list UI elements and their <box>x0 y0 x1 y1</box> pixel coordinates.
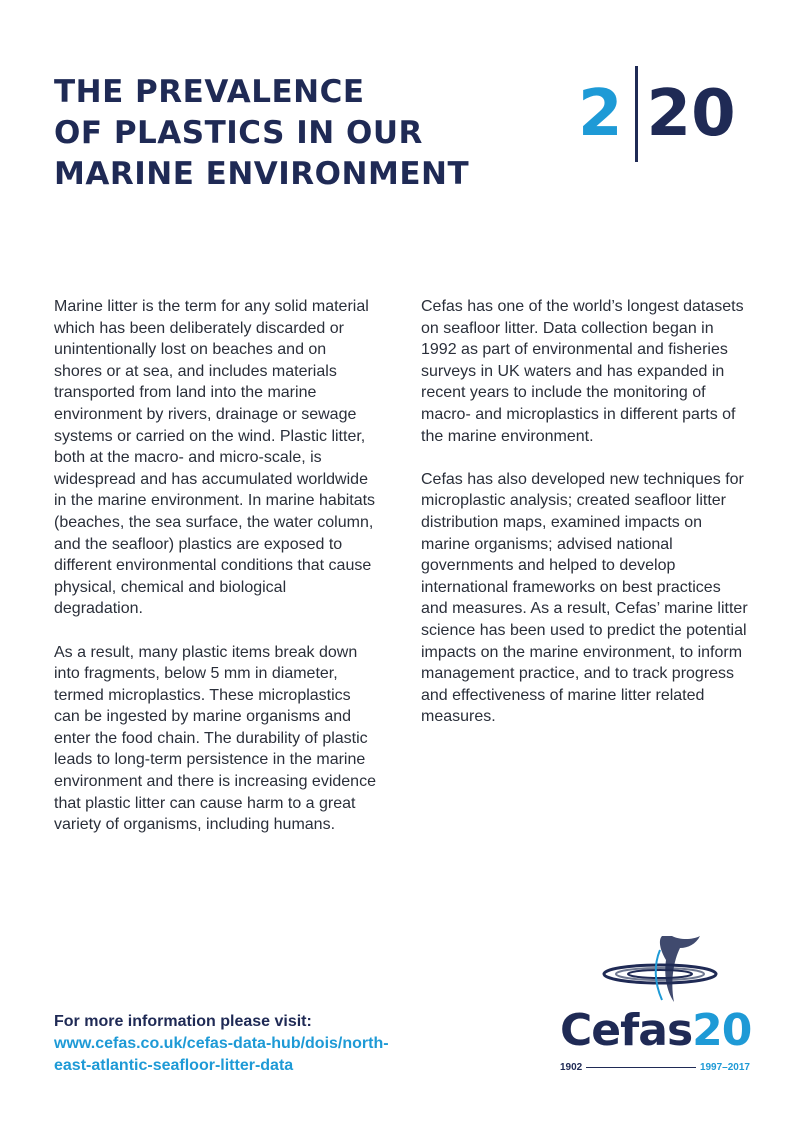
paragraph: As a result, many plastic items break down into fragments, below 5 mm in diameter, termed microplastics. These microplastics can be ingested by marine organisms and enter the food chain. The durability of plastic leads to long-term persistence in the marine environment and there is increasing evidence that plastic litter can cause harm to a great variety of organisms, including humans. <box>54 643 376 834</box>
brand-text: Cefas <box>560 1005 693 1056</box>
page-title <box>54 72 514 195</box>
issue-year: 20 <box>646 77 736 151</box>
title-line-2: OF PLASTICS IN OUR <box>54 115 423 151</box>
footer-label: For more information please visit: <box>54 1013 312 1030</box>
brand-number: 20 <box>692 1005 752 1056</box>
footer-link[interactable] <box>54 1033 389 1077</box>
year-range: 1997–2017 <box>699 1062 750 1073</box>
left-column <box>54 296 376 857</box>
fish-swirl-icon <box>600 930 730 1010</box>
logo-years <box>560 1062 750 1073</box>
issue-badge <box>578 66 736 162</box>
footer-link-line-2: east-atlantic-seafloor-litter-data <box>54 1057 294 1074</box>
footer-link-line-1: www.cefas.co.uk/cefas-data-hub/dois/north- <box>54 1035 389 1052</box>
title-line-1: THE PREVALENCE <box>54 74 365 110</box>
paragraph: Cefas has one of the world’s longest datasets on seafloor litter. Data collection began in 1992 as part of environmental and fisheries surveys in UK waters and has expanded in recent years to include the monitoring of macro- and microplastics in different parts of the marine environment. <box>421 298 744 445</box>
issue-number: 2 <box>578 77 623 151</box>
brand-wordmark <box>560 1005 751 1056</box>
paragraph: Marine litter is the term for any solid material which has been deliberately discarded or unintentionally lost on beaches and on shores or at sea, and includes materials transported from land into the marine environment by rivers, drainage or sewage systems or carried on the wind. Plastic litter, both at the macro- and micro-scale, is widespread and has accumulated worldwide in the marine environment. In marine habitats (beaches, the sea surface, the water column, and the seafloor) plastics are exposed to different environmental conditions that cause physical, chemical and biological degradation. <box>54 298 376 618</box>
cefas-logo <box>560 930 760 1080</box>
issue-divider <box>635 66 638 162</box>
year-start: 1902 <box>560 1062 583 1073</box>
right-column <box>421 296 751 749</box>
paragraph: Cefas has also developed new techniques for microplastic analysis; created seafloor litter distribution maps, examined impacts on marine organisms; advised national governments and helped to develop international frameworks on best practices and measures. As a result, Cefas’ marine litter science has been used to predict the potential impacts on the marine environment, to inform management practice, and to track progress and effectiveness of marine litter related measures. <box>421 470 748 726</box>
title-line-3: MARINE ENVIRONMENT <box>54 156 470 192</box>
footer-info <box>54 1011 389 1077</box>
year-line <box>586 1067 696 1068</box>
